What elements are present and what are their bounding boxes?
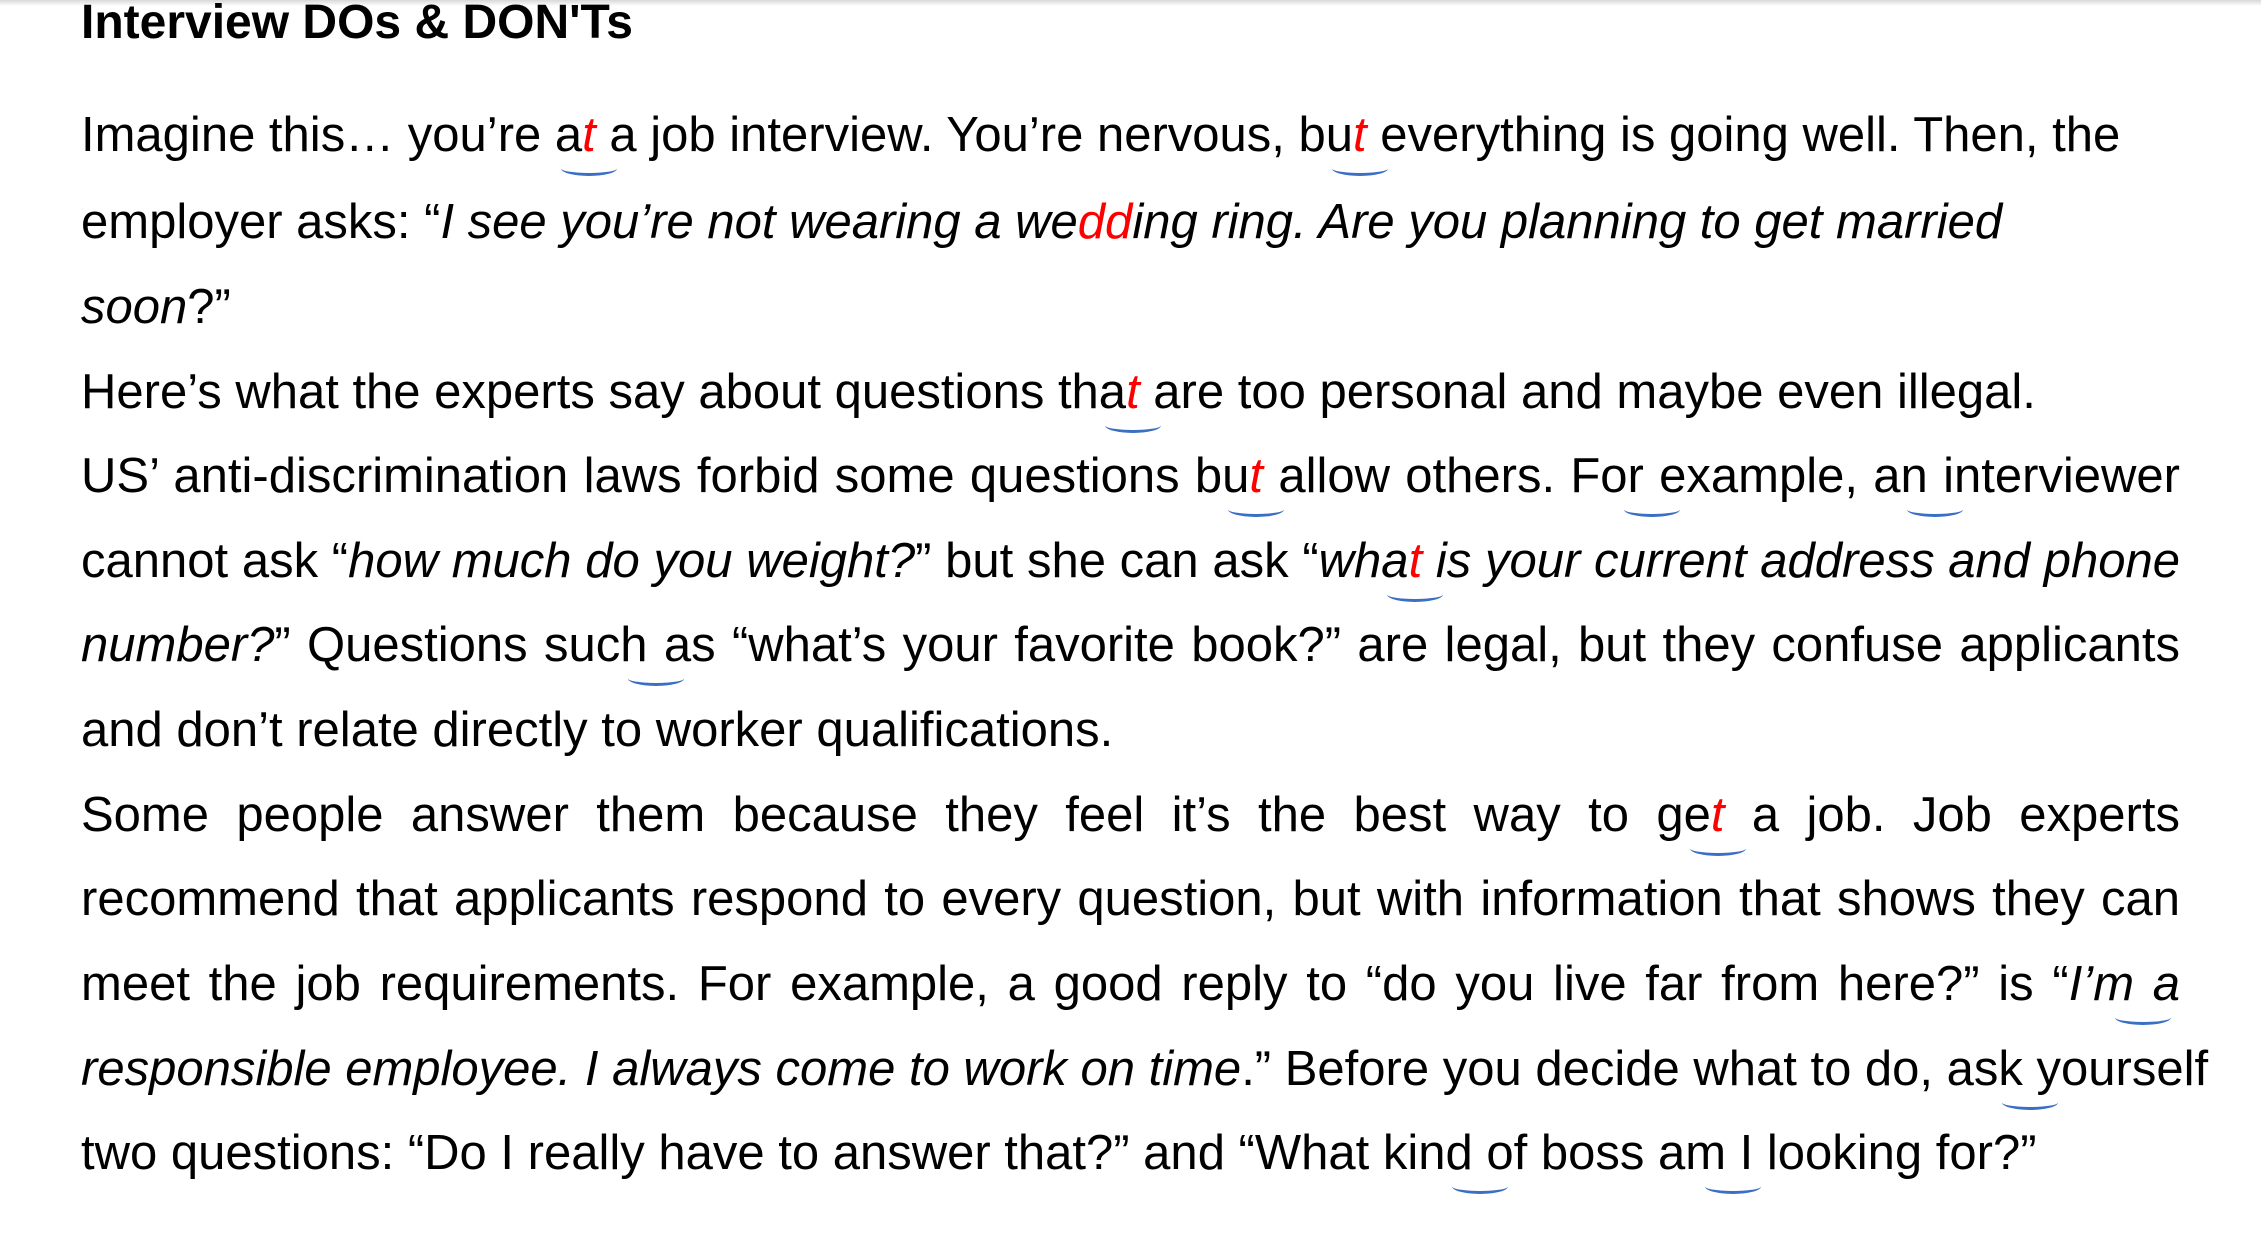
text-segment: a job interview. You’re nervous, bu: [595, 108, 1354, 162]
text-segment: recommend that applicants respond to every question, but with information that shows they can: [81, 872, 2180, 926]
text-segment: employer asks: “: [81, 195, 441, 249]
text-line-12: [81, 1039, 2209, 1099]
text-segment: wha: [1318, 534, 1409, 588]
spacing-mark: [1726, 1126, 1740, 1180]
text-segment: everything is going well. Then, the: [1366, 108, 2121, 162]
text-line-11: [81, 954, 2180, 1014]
text-segment: I see you’re not wearing a we: [440, 195, 1078, 249]
text-segment: ?”: [187, 280, 231, 334]
text-segment: number?: [81, 618, 275, 672]
spacing-mark: [1473, 1126, 1487, 1180]
highlighted-letter: t: [1408, 534, 1423, 588]
spacing-mark: [2023, 1042, 2037, 1096]
text-segment: as “what’s your favorite book?” are legal, but they confuse applicants: [663, 618, 2181, 672]
text-segment: Here’s what the experts say about questions tha: [81, 365, 1127, 419]
text-segment: allow others. For: [1263, 449, 1644, 503]
spacing-mark: [1928, 449, 1943, 503]
text-segment: responsible employee. I always come to work on time: [81, 1042, 1242, 1096]
text-line-8: [81, 700, 2181, 760]
text-segment: are too personal and maybe even illegal.: [1139, 365, 2036, 419]
text-segment: cannot ask “: [81, 534, 349, 588]
highlighted-letter: t: [1249, 449, 1264, 503]
text-segment: is your current address and phone: [1422, 534, 2181, 588]
text-segment: Imagine this… you’re a: [81, 108, 583, 162]
text-segment: a job. Job experts: [1724, 788, 2180, 842]
text-segment: US’ anti-discrimination laws forbid some questions bu: [81, 449, 1250, 503]
highlighted-letter: dd: [1077, 195, 1133, 249]
text-line-9: [81, 785, 2180, 845]
text-segment: soon: [81, 280, 188, 334]
spacing-mark: [1644, 449, 1659, 503]
text-line-3: [81, 277, 2181, 337]
text-segment: .” Before you decide what to do, ask: [1241, 1042, 2023, 1096]
spacing-mark: [2134, 957, 2153, 1011]
text-segment: Some people answer them because they feel it’s the best way to ge: [81, 788, 1711, 842]
text-segment: how much do you weight?: [348, 534, 916, 588]
text-segment: I’m: [2068, 957, 2135, 1011]
text-line-4: [81, 362, 2181, 422]
text-segment: example, an: [1659, 449, 1928, 503]
text-segment: two questions: “Do I really have to answer that?” and “What kind: [81, 1126, 1473, 1180]
highlighted-letter: t: [1353, 108, 1367, 162]
text-line-10: [81, 869, 2180, 929]
text-segment: I looking for?”: [1739, 1126, 2037, 1180]
text-segment: and don’t relate directly to worker qualifications.: [81, 703, 1114, 757]
highlighted-letter: t: [1710, 788, 1725, 842]
text-segment: meet the job requirements. For example, a good reply to “do you live far from here?” is “: [81, 957, 2069, 1011]
text-line-7: [81, 615, 2180, 675]
text-line-6: [81, 531, 2180, 591]
text-line-2: [81, 192, 2181, 252]
highlighted-letter: t: [582, 108, 596, 162]
spacing-mark: [648, 618, 664, 672]
text-line-13: [81, 1123, 2181, 1183]
text-segment: ing ring. Are you planning to get married: [1132, 195, 2003, 249]
text-segment: interviewer: [1943, 449, 2180, 503]
text-segment: of boss am: [1486, 1126, 1727, 1180]
text-segment: yourself: [2036, 1042, 2209, 1096]
highlighted-letter: t: [1126, 365, 1140, 419]
document-title: Interview DOs & DON'Ts: [81, 0, 633, 49]
text-segment: ” but she can ask “: [915, 534, 1319, 588]
text-segment: ” Questions such: [274, 618, 648, 672]
text-segment: a: [2152, 957, 2180, 1011]
text-line-5: [81, 446, 2180, 506]
text-line-1: [81, 105, 2181, 165]
